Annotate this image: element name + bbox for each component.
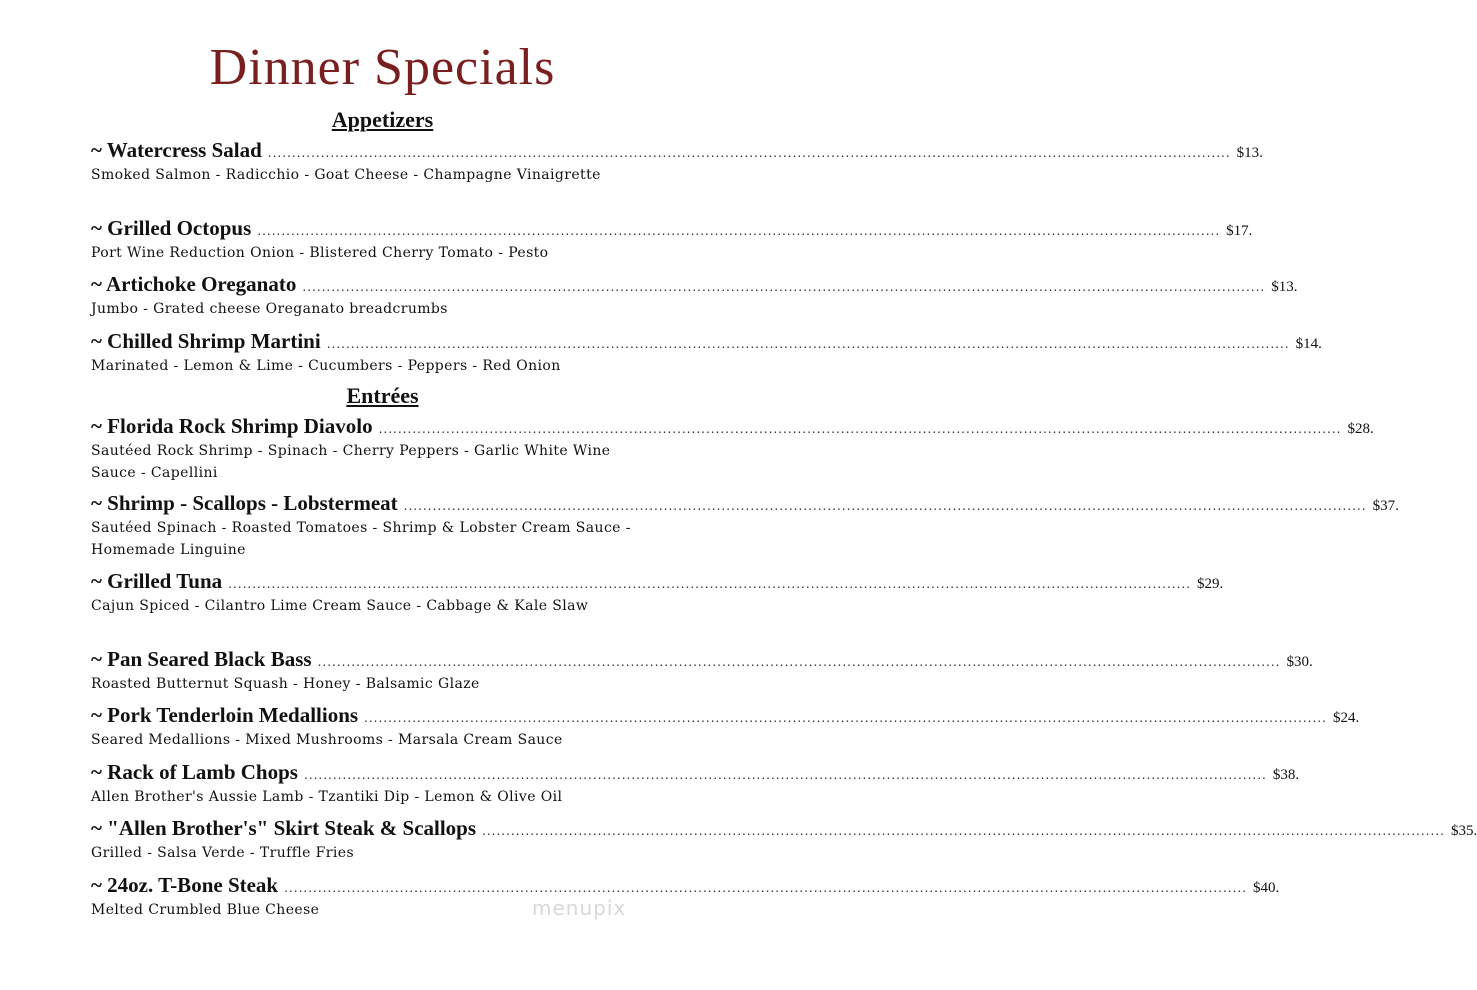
item-price: $24.: [1332, 710, 1360, 726]
item-price: $17.: [1226, 223, 1253, 239]
item-name: ~ Chilled Shrimp Martini: [91, 329, 321, 353]
dot-leader: ........................................................................................................................................................................................................: [303, 768, 1267, 782]
item-name: ~ Artichoke Oreganato: [91, 272, 297, 296]
dot-leader: ........................................................................................................................................................................................................: [326, 337, 1290, 351]
item-name: ~ Pork Tenderloin Medallions: [91, 703, 359, 727]
dot-leader: ........................................................................................................................................................................................................: [228, 577, 1192, 591]
item-name: ~ "Allen Brother's" Skirt Steak & Scallops: [91, 816, 477, 840]
item-description: Sautéed Spinach - Roasted Tomatoes - Shrimp & Lobster Cream Sauce - Homemade Linguine: [91, 520, 631, 558]
dot-leader: ........................................................................................................................................................................................................: [317, 655, 1281, 669]
menu-item: [91, 760, 1300, 808]
dot-leader: ........................................................................................................................................................................................................: [257, 224, 1221, 238]
item-price: $40.: [1253, 880, 1280, 896]
menu-item: [91, 569, 1224, 617]
item-price: $13.: [1271, 279, 1298, 295]
item-price: $38.: [1272, 767, 1300, 783]
menu-item: [91, 216, 1253, 264]
item-name: ~ Pan Seared Black Bass: [91, 647, 312, 671]
item-price: $14.: [1295, 336, 1322, 352]
item-description: Sautéed Rock Shrimp - Spinach - Cherry Peppers - Garlic White Wine Sauce - Capellini: [91, 443, 611, 481]
item-name: ~ 24oz. T-Bone Steak: [91, 873, 279, 897]
section-heading-entrees: Entrées: [346, 383, 419, 408]
item-description: Marinated - Lemon & Lime - Cucumbers - Peppers - Red Onion: [91, 358, 561, 374]
item-description: Smoked Salmon - Radicchio - Goat Cheese - Champagne Vinaigrette: [91, 167, 601, 183]
item-description: Jumbo - Grated cheese Oreganato breadcrumbs: [91, 301, 448, 317]
menu-item: [91, 491, 1399, 561]
item-price: $37.: [1372, 498, 1399, 514]
dot-leader: ........................................................................................................................................................................................................: [378, 422, 1342, 436]
dot-leader: ........................................................................................................................................................................................................: [403, 499, 1367, 513]
item-price: $29.: [1197, 576, 1224, 592]
item-description: Port Wine Reduction Onion - Blistered Cherry Tomato - Pesto: [91, 245, 549, 261]
menu-item: [91, 329, 1322, 377]
page-title: Dinner Specials: [209, 39, 556, 96]
item-name: ~ Grilled Octopus: [91, 216, 252, 240]
item-description: Melted Crumbled Blue Cheese: [91, 902, 320, 918]
item-price: $35.: [1450, 823, 1477, 839]
dot-leader: ........................................................................................................................................................................................................: [267, 146, 1231, 160]
item-name: ~ Florida Rock Shrimp Diavolo: [91, 414, 373, 438]
menu-item: [91, 272, 1298, 320]
item-description: Cajun Spiced - Cilantro Lime Cream Sauce - Cabbage & Kale Slaw: [91, 598, 589, 614]
item-description: Roasted Butternut Squash - Honey - Balsamic Glaze: [91, 676, 480, 692]
menu-item: [91, 703, 1360, 751]
item-description: Grilled - Salsa Verde - Truffle Fries: [91, 845, 355, 861]
menu-item: [91, 816, 1477, 864]
item-price: $28.: [1347, 421, 1374, 437]
item-price: $13.: [1236, 145, 1263, 161]
menupix-watermark: menupix: [532, 896, 627, 920]
item-description: Allen Brother's Aussie Lamb - Tzantiki Dip - Lemon & Olive Oil: [91, 789, 563, 805]
item-name: ~ Watercress Salad: [91, 138, 262, 162]
dot-leader: ........................................................................................................................................................................................................: [364, 711, 1327, 725]
menu-item: [91, 414, 1374, 484]
dot-leader: ........................................................................................................................................................................................................: [284, 881, 1248, 895]
item-name: ~ Rack of Lamb Chops: [91, 760, 298, 784]
menu-item: [91, 647, 1313, 695]
item-name: ~ Grilled Tuna: [91, 569, 223, 593]
item-name: ~ Shrimp - Scallops - Lobstermeat: [91, 491, 398, 515]
item-description: Seared Medallions - Mixed Mushrooms - Marsala Cream Sauce: [91, 732, 563, 748]
item-price: $30.: [1286, 654, 1313, 670]
menu-item: [91, 138, 1263, 186]
dot-leader: ........................................................................................................................................................................................................: [302, 280, 1266, 294]
dot-leader: ........................................................................................................................................................................................................: [482, 824, 1445, 838]
section-heading-appetizers: Appetizers: [331, 107, 434, 132]
